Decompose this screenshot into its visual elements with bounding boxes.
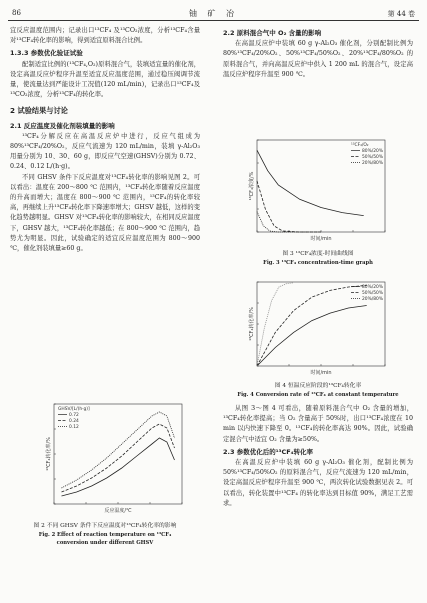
- figure-4-caption-cn: 图 4 恒温反应阶段的¹³CF₄转化率: [274, 383, 362, 389]
- series-line-20%/80%: [257, 283, 294, 366]
- figure-2-caption-en-2: conversion under different GHSV: [56, 540, 154, 546]
- x-axis-label: 反应温度/℃: [104, 508, 132, 514]
- journal-name: 铀 矿 冶: [188, 9, 239, 18]
- heading-2-3: 2.3 参数优化后的¹³CF₄转化率: [223, 447, 314, 456]
- figure-2-caption-en: Fig. 2 Effect of reaction temperature on ¹³CF₄: [38, 531, 172, 538]
- para-2-1b: 不同 GHSV 条件下反应温度对¹³CF₄转化率的影响见图 2。可以看出：温度在 200～800 ℃ 范围内，¹³CF₄转化率随着反应温度的升高而增大；温度在 800～900 ℃ 范围内，¹³CF₄的转化率较高，再继续上升¹³CF₄转化率下降速率增大；GHSV 越低，这样的变化趋势越明显。GHSV 对¹³CF₄转化率的影响较大，在相同反应温度下，GHSV 越大，¹³CF₄转化率越低；在 800～900 ℃ 范围内，趋势尤为明显。因此，试验确定的适宜反应温度范围为 800～900 ℃，催化剂装填量≥60 g。: [10, 173, 200, 253]
- legend-entry: 80%/20%: [362, 285, 383, 290]
- para-2-2b: 从图 3～图 4 可看出，随着原料混合气中 O₂ 含量的增加，¹³CF₄转化率提高；当 O₂ 含量高于 50%时，出口¹³CF₄浓度在 10 min 以内快速下降至 0。¹³CF₄的转化率高达 90%。因此，试验确定混合气中适宜 O₂ 含量为≥50%。: [223, 405, 413, 443]
- series-line-0.72: [62, 438, 175, 496]
- para-2-1a: ¹³CF₄分解反应在高温反应炉中进行，反应气组成为 80%¹³CF₄/20%O₂，反应气流速为 120 mL/min，装填 γ-Al₂O₃ 用量分别为 10、30、60 g，即反应气空速(GHSV)分别为 0.72、0.24、0.12 L/(h·g)。: [10, 132, 200, 171]
- y-axis-label: ¹³CF₄浓度/%: [249, 171, 255, 201]
- left-column: [10, 26, 200, 254]
- running-header: [8, 6, 419, 21]
- legend-entry: 0.12: [69, 425, 79, 430]
- legend-entry: 50%/50%: [362, 291, 383, 296]
- heading-1-3-3: 1.3.3 参数优化验证试验: [10, 49, 83, 58]
- page-number: 86: [12, 9, 21, 17]
- heading-2: 2 试验结果与讨论: [10, 106, 68, 116]
- y-axis-label: ¹³CF₄转化率/%: [46, 437, 52, 471]
- heading-2-2: 2.2 原料混合气中 O₂ 含量的影响: [223, 29, 322, 37]
- series-line-20%/80%: [257, 212, 321, 232]
- y-axis-label: ¹³CF₄转化率/%: [249, 307, 255, 341]
- series-line-0.24: [62, 424, 175, 492]
- figure-3-caption: [223, 250, 413, 267]
- heading-2-1: 2.1 反应温度及催化剂装填量的影响: [10, 121, 115, 130]
- figure-3-chart: [243, 136, 393, 246]
- figure-2-caption-cn: 图 2 不同 GHSV 条件下反应温度对¹³CF₄转化率的影响: [33, 523, 177, 529]
- figure-4-chart: [243, 278, 393, 378]
- series-line-50%/50%: [257, 181, 321, 232]
- figure-2-caption: [10, 522, 200, 548]
- right-column: [223, 26, 413, 80]
- figure-3-caption-cn: 图 3 ¹³CF₄浓度-时间曲线图: [282, 251, 354, 257]
- right-column-lower: [223, 404, 413, 509]
- para-2-2: 在高温反应炉中装填 60 g γ-Al₂O₃ 催化剂，分别配制比例为 80%¹³CF₄/20%O₂、50%¹³CF₄/50%O₂、20%¹³CF₄/80%O₂ 的原料混合气，并向高温反应炉中供入 1 200 mL 的混合气，设定高温反应炉程序升温至 900 ℃。: [223, 40, 413, 78]
- para-2-3: 在高温反应炉中装填 60 g γ-Al₂O₃ 催化剂，配制比例为 50%¹³CF₄/50%O₂ 的原料混合气，反应气流速为 120 mL/min，设定高温反应炉程序升温至 900 ℃，两次转化试验数据见表 2。可以看出，转化装置中¹³CF₄ 的转化率达到目标值 90%，满足工艺需求。: [223, 459, 413, 507]
- figure-4-caption: [223, 382, 413, 399]
- figure-4-caption-en: Fig. 4 Conversion rate of ¹³CF₄ at constant temperature: [237, 391, 399, 398]
- legend-entry: 0.24: [69, 419, 79, 424]
- x-axis-label: 时间/min: [310, 236, 332, 242]
- figure-2-chart: [40, 400, 190, 518]
- legend-entry: 20%/80%: [362, 161, 383, 166]
- volume-label: 第 44 卷: [387, 10, 415, 18]
- series-line-80%/20%: [257, 150, 364, 215]
- intro-text: 宜反应温度范围内；记录出口¹³CF₄ 及¹³CO₂浓度，分析¹³CF₄含量对¹³CF₄转化率的影响，得到适宜原料混合比例。: [10, 27, 200, 45]
- x-axis-label: 时间/min: [310, 370, 332, 376]
- legend-entry: 50%/50%: [362, 155, 383, 160]
- legend-title: ¹³CF₄/O₂: [351, 143, 369, 148]
- para-1-3-3: 配制适宜比例的(¹³CF₄,O₂)原料混合气，装填适宜量的催化剂，设定高温反应炉程序升温至适宜反应温度范围，通过稳压阀调节流量，使流量达到严能设计工况值(120 mL/min)，记录出口¹³CF₄及¹³CO₂浓度，分析¹³CF₄的转化率。: [10, 60, 200, 99]
- legend-entry: 20%/80%: [362, 297, 383, 302]
- figure-3-caption-en: Fig. 3 ¹³CF₄ concentration-time graph: [263, 259, 373, 266]
- legend-entry: 0.72: [69, 413, 79, 418]
- legend-title: GHSV/[L/(h·g)]: [58, 407, 90, 412]
- legend-entry: 80%/20%: [362, 149, 383, 154]
